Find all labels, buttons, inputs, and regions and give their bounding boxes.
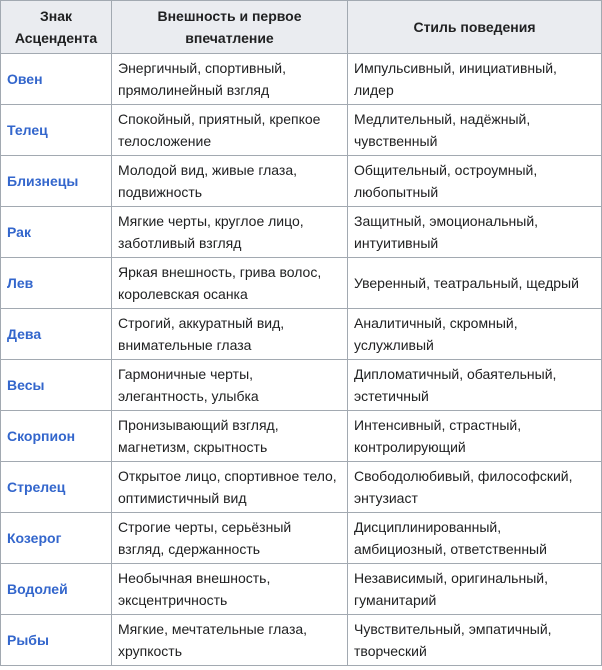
behavior-cell: Чувствительный, эмпатичный, творческий xyxy=(348,615,602,666)
sign-link[interactable]: Весы xyxy=(7,377,45,393)
table-row xyxy=(1,156,602,207)
appearance-cell: Гармоничные черты, элегантность, улыбка xyxy=(112,360,348,411)
appearance-cell: Строгие черты, серьёзный взгляд, сдержанность xyxy=(112,513,348,564)
sign-link[interactable]: Скорпион xyxy=(7,428,76,444)
header-appearance: Внешность и первое впечатление xyxy=(112,1,348,54)
behavior-cell: Медлительный, надёжный, чувственный xyxy=(348,105,602,156)
sign-link[interactable]: Близнецы xyxy=(7,173,79,189)
sign-cell xyxy=(1,462,112,513)
sign-link[interactable]: Телец xyxy=(7,122,48,138)
sign-cell xyxy=(1,258,112,309)
appearance-cell: Мягкие, мечтательные глаза, хрупкость xyxy=(112,615,348,666)
sign-cell xyxy=(1,513,112,564)
header-sign: Знак Асцендента xyxy=(1,1,112,54)
sign-link[interactable]: Стрелец xyxy=(7,479,66,495)
table-row xyxy=(1,105,602,156)
table-row xyxy=(1,54,602,105)
table-row xyxy=(1,564,602,615)
sign-cell xyxy=(1,564,112,615)
header-row xyxy=(1,1,602,54)
table-row xyxy=(1,258,602,309)
sign-cell xyxy=(1,615,112,666)
sign-cell xyxy=(1,309,112,360)
sign-link[interactable]: Рыбы xyxy=(7,632,49,648)
behavior-cell: Независимый, оригинальный, гуманитарий xyxy=(348,564,602,615)
sign-link[interactable]: Водолей xyxy=(7,581,68,597)
appearance-cell: Строгий, аккуратный вид, внимательные глаза xyxy=(112,309,348,360)
behavior-cell: Интенсивный, страстный, контролирующий xyxy=(348,411,602,462)
table-row xyxy=(1,411,602,462)
sign-link[interactable]: Лев xyxy=(7,275,34,291)
table-row xyxy=(1,462,602,513)
appearance-cell: Пронизывающий взгляд, магнетизм, скрытность xyxy=(112,411,348,462)
behavior-cell: Импульсивный, инициативный, лидер xyxy=(348,54,602,105)
behavior-cell: Аналитичный, скромный, услужливый xyxy=(348,309,602,360)
behavior-cell: Уверенный, театральный, щедрый xyxy=(348,258,602,309)
sign-link[interactable]: Козерог xyxy=(7,530,62,546)
sign-cell xyxy=(1,411,112,462)
table-row xyxy=(1,615,602,666)
header-behavior: Стиль поведения xyxy=(348,1,602,54)
behavior-cell: Дисциплинированный, амбициозный, ответственный xyxy=(348,513,602,564)
behavior-cell: Защитный, эмоциональный, интуитивный xyxy=(348,207,602,258)
table-row xyxy=(1,513,602,564)
table-row xyxy=(1,309,602,360)
appearance-cell: Мягкие черты, круглое лицо, заботливый взгляд xyxy=(112,207,348,258)
table-row xyxy=(1,207,602,258)
sign-link[interactable]: Рак xyxy=(7,224,31,240)
sign-cell xyxy=(1,156,112,207)
sign-cell xyxy=(1,360,112,411)
sign-cell xyxy=(1,207,112,258)
appearance-cell: Энергичный, спортивный, прямолинейный взгляд xyxy=(112,54,348,105)
sign-link[interactable]: Овен xyxy=(7,71,43,87)
appearance-cell: Спокойный, приятный, крепкое телосложение xyxy=(112,105,348,156)
sign-link[interactable]: Дева xyxy=(7,326,42,342)
sign-cell xyxy=(1,105,112,156)
appearance-cell: Яркая внешность, грива волос, королевская осанка xyxy=(112,258,348,309)
appearance-cell: Необычная внешность, эксцентричность xyxy=(112,564,348,615)
table-body xyxy=(1,54,602,666)
appearance-cell: Открытое лицо, спортивное тело, оптимистичный вид xyxy=(112,462,348,513)
appearance-cell: Молодой вид, живые глаза, подвижность xyxy=(112,156,348,207)
behavior-cell: Дипломатичный, обаятельный, эстетичный xyxy=(348,360,602,411)
sign-cell xyxy=(1,54,112,105)
behavior-cell: Свободолюбивый, философский, энтузиаст xyxy=(348,462,602,513)
table-row xyxy=(1,360,602,411)
behavior-cell: Общительный, остроумный, любопытный xyxy=(348,156,602,207)
table-header xyxy=(1,1,602,54)
